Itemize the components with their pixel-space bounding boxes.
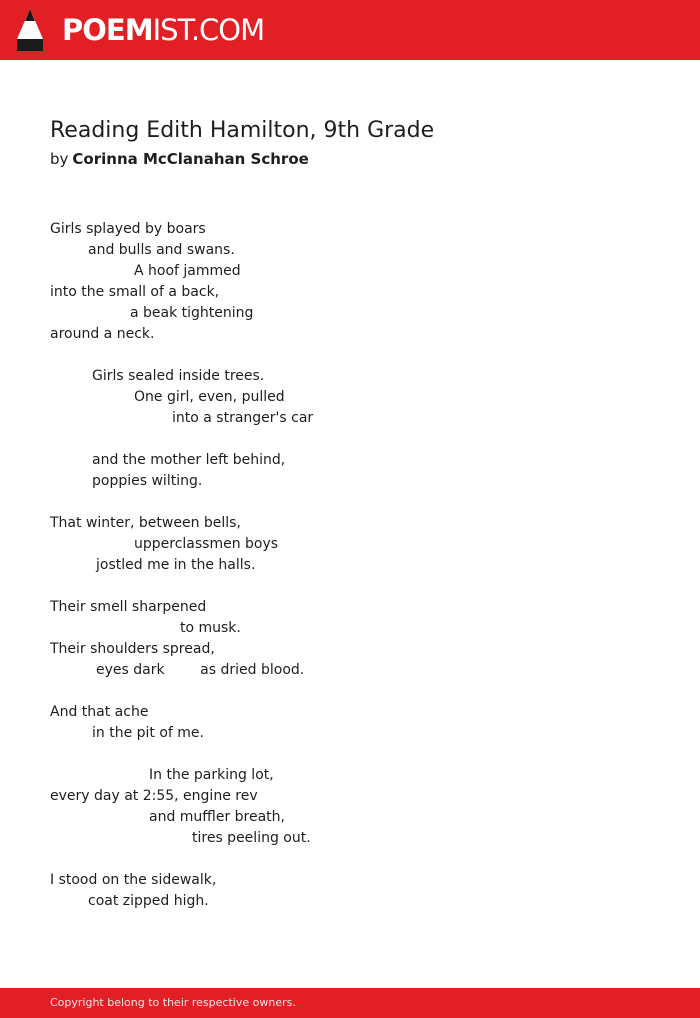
author-name: Corinna McClanahan Schroe xyxy=(72,150,309,168)
poem-line: upperclassmen boys xyxy=(134,536,279,552)
poem-line: Girls splayed by boars xyxy=(50,221,206,237)
copyright-notice: Copyright belong to their respective owners. xyxy=(50,996,296,1009)
poem-line: and muffler breath, xyxy=(149,809,285,825)
poem-line: Their shoulders spread, xyxy=(50,641,215,657)
poem-line: and the mother left behind, xyxy=(92,452,286,468)
poem-line: jostled me in the halls. xyxy=(96,557,256,573)
poem-line: One girl, even, pulled xyxy=(134,389,285,405)
poem-line: I stood on the sidewalk, xyxy=(50,872,217,888)
poem-line: coat zipped high. xyxy=(88,893,209,909)
poem-line: And that ache xyxy=(50,704,149,720)
by-label: by xyxy=(50,150,69,168)
poem-line: a beak tightening xyxy=(130,305,254,321)
logo-light-text: IST.COM xyxy=(152,13,265,47)
site-logo[interactable] xyxy=(62,11,264,49)
poem-line: to musk. xyxy=(180,620,241,636)
site-footer xyxy=(0,988,700,1018)
poem-title: Reading Edith Hamilton, 9th Grade xyxy=(50,118,435,143)
poem-line: Girls sealed inside trees. xyxy=(92,368,265,384)
poem-line: eyes dark as dried blood. xyxy=(96,662,305,678)
poem-line: in the pit of me. xyxy=(92,725,204,741)
poem-line: poppies wilting. xyxy=(92,473,203,489)
poem-line: every day at 2:55, engine rev xyxy=(50,788,258,804)
logo-bold-text: POEM xyxy=(62,13,153,47)
poem-line: and bulls and swans. xyxy=(88,242,235,258)
poem-byline xyxy=(50,148,309,170)
poem-line: A hoof jammed xyxy=(134,263,241,279)
poem-line: That winter, between bells, xyxy=(50,515,241,531)
site-header xyxy=(0,0,700,60)
poem-line: around a neck. xyxy=(50,326,155,342)
poem-line: into the small of a back, xyxy=(50,284,220,300)
poem-line: into a stranger's car xyxy=(172,410,314,426)
poem-line: tires peeling out. xyxy=(192,830,311,846)
poem-line: Their smell sharpened xyxy=(50,599,207,615)
poem-line: In the parking lot, xyxy=(149,767,274,783)
pencil-logo-icon[interactable] xyxy=(17,9,43,51)
